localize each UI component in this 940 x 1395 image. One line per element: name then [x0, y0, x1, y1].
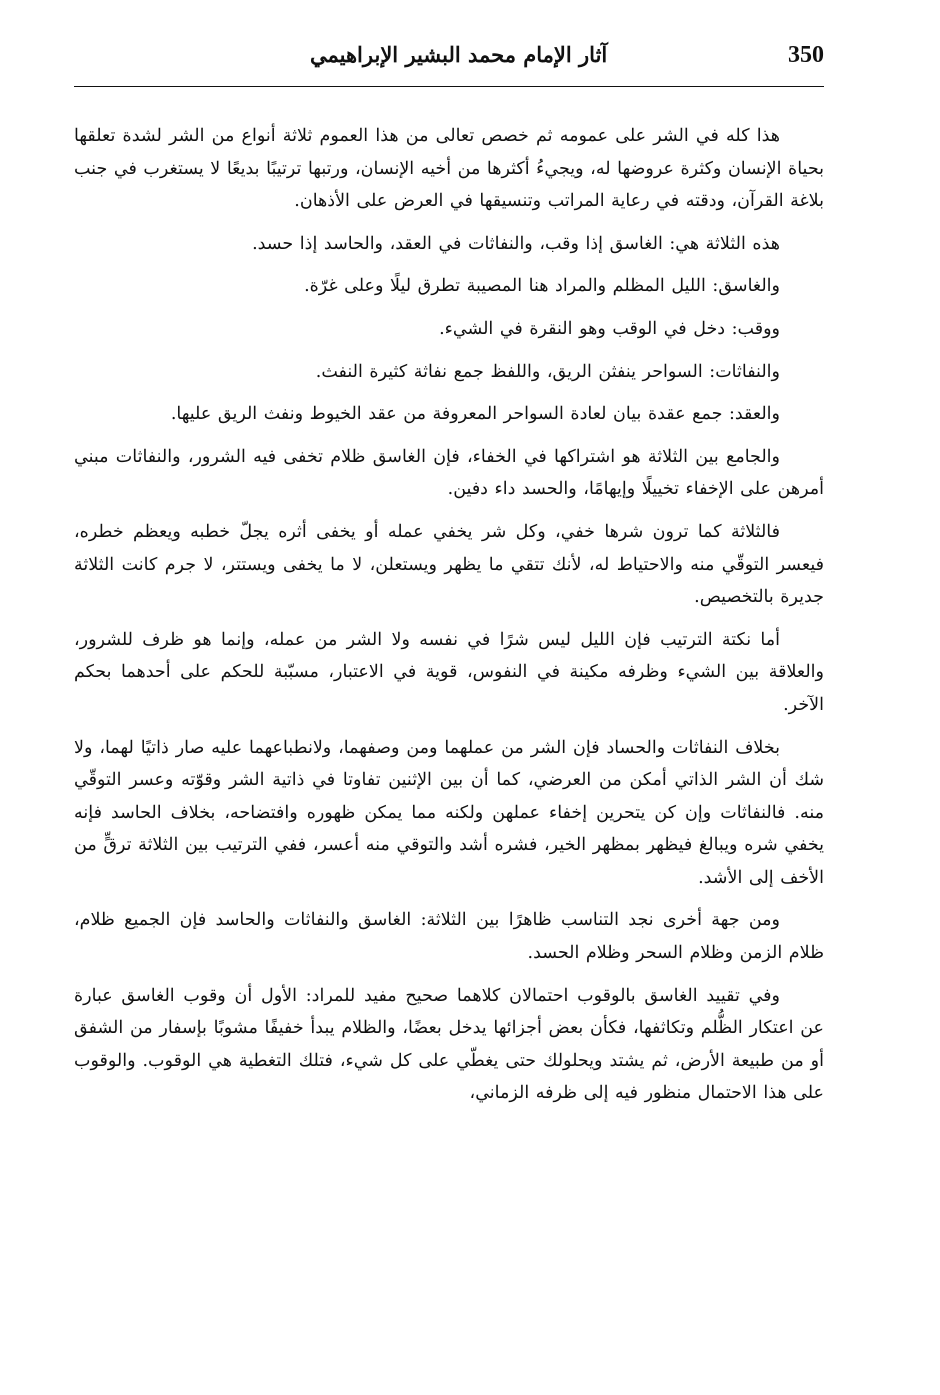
paragraph: والجامع بين الثلاثة هو اشتراكها في الخفاء، فإن الغاسق ظلام تخفى فيه الشرور، والنفاثات مبني أمرهن على الإخفاء تخييلًا وإيهامًا، والحسد داء دفين. — [74, 446, 824, 500]
paragraph: والنفاثات: السواحر ينفثن الريق، واللفظ جمع نفاثة كثيرة النفث. — [315, 361, 780, 382]
paragraph: وفي تقييد الغاسق بالوقوب احتمالان كلاهما صحيح مفيد للمراد: الأول أن وقوب الغاسق عبارة عن اعتكار الظُّلم وتكاثفها، فكأن بعض أجزائها يدخل بعضًا، والظلام يبدأ خفيفًا مشوبًا بإسفار من الشفق أو من طبيعة الأرض، ثم يشتد ويحلولك حتى يغطّي على كل شيء، فتلك التغطية هي الوقوب. والوقوب على هذا الاحتمال منظور فيه إلى ظرفه الزماني، — [74, 985, 824, 1104]
page-body — [74, 120, 824, 1120]
paragraph: بخلاف النفاثات والحساد فإن الشر من عملهما ومن وصفهما، ولانطباعهما عليه صار ذاتيًا لهما، ولا شك أن الشر الذاتي أمكن من العرضي، كما أن بين الإثنين تفاوتا في ذاتية الشر وقوّته وعسر التوقّي منه. فالنفاثات وإن كن يتحرين إخفاء عملهن ولكنه مما يمكن ظهوره وافتضاحه، بخلاف الحاسد فإنه يخفي شره ويبالغ فيظهر بمظهر الخير، فشره أشد والتوقي منه أعسر، ففي الترتيب بين الثلاثة ترقٍّ من الأخف إلى الأشد. — [74, 737, 824, 888]
paragraph: والغاسق: الليل المظلم والمراد هنا المصيبة تطرق ليلًا وعلى غرّة. — [304, 276, 780, 297]
header-rule — [74, 86, 824, 87]
running-title: آثار الإمام محمد البشير الإبراهيمي — [310, 42, 608, 67]
page-header — [74, 40, 824, 80]
paragraph: هذه الثلاثة هي: الغاسق إذا وقب، والنفاثات في العقد، والحاسد إذا حسد. — [252, 233, 780, 254]
page-number: 350 — [788, 42, 824, 68]
paragraph: ووقب: دخل في الوقب وهو النقرة في الشيء. — [439, 318, 780, 339]
paragraph: والعقد: جمع عقدة بيان لعادة السواحر المعروفة من عقد الخيوط ونفث الريق عليها. — [170, 404, 780, 425]
paragraph: فالثلاثة كما ترون شرها خفي، وكل شر يخفي عمله أو يخفى أثره يجلّ خطبه ويعظم خطره، فيعسر التوقّي منه والاحتياط له، لأنك تتقي ما يظهر ويستعلن، لا ما يخفى ويستتر، لا جرم كانت الثلاثة جديرة بالتخصيص. — [74, 521, 824, 608]
paragraph: هذا كله في الشر على عمومه ثم خصص تعالى من هذا العموم ثلاثة أنواع من الشر لشدة تعلقها بحياة الإنسان وكثرة عروضها له، ويجيءُ أكثرها من أخيه الإنسان، ورتبها ترتيبًا بديعًا لا يستغرب في جنب بلاغة القرآن، ودقته في رعاية المراتب وتنسيقها في العرض على الأذهان. — [74, 126, 824, 212]
paragraph: ومن جهة أخرى نجد التناسب ظاهرًا بين الثلاثة: الغاسق والنفاثات والحاسد فإن الجميع ظلام، ظلام الزمن وظلام السحر وظلام الحسد. — [74, 910, 824, 964]
paragraph: أما نكتة الترتيب فإن الليل ليس شرًا في نفسه ولا الشر من عمله، وإنما هو ظرف للشرور، والعلاقة بين الشيء وظرفه مكينة في النفوس، قوية في الاعتبار، مسبّبة للحكم على أحدهما بحكم الآخر. — [74, 629, 824, 715]
